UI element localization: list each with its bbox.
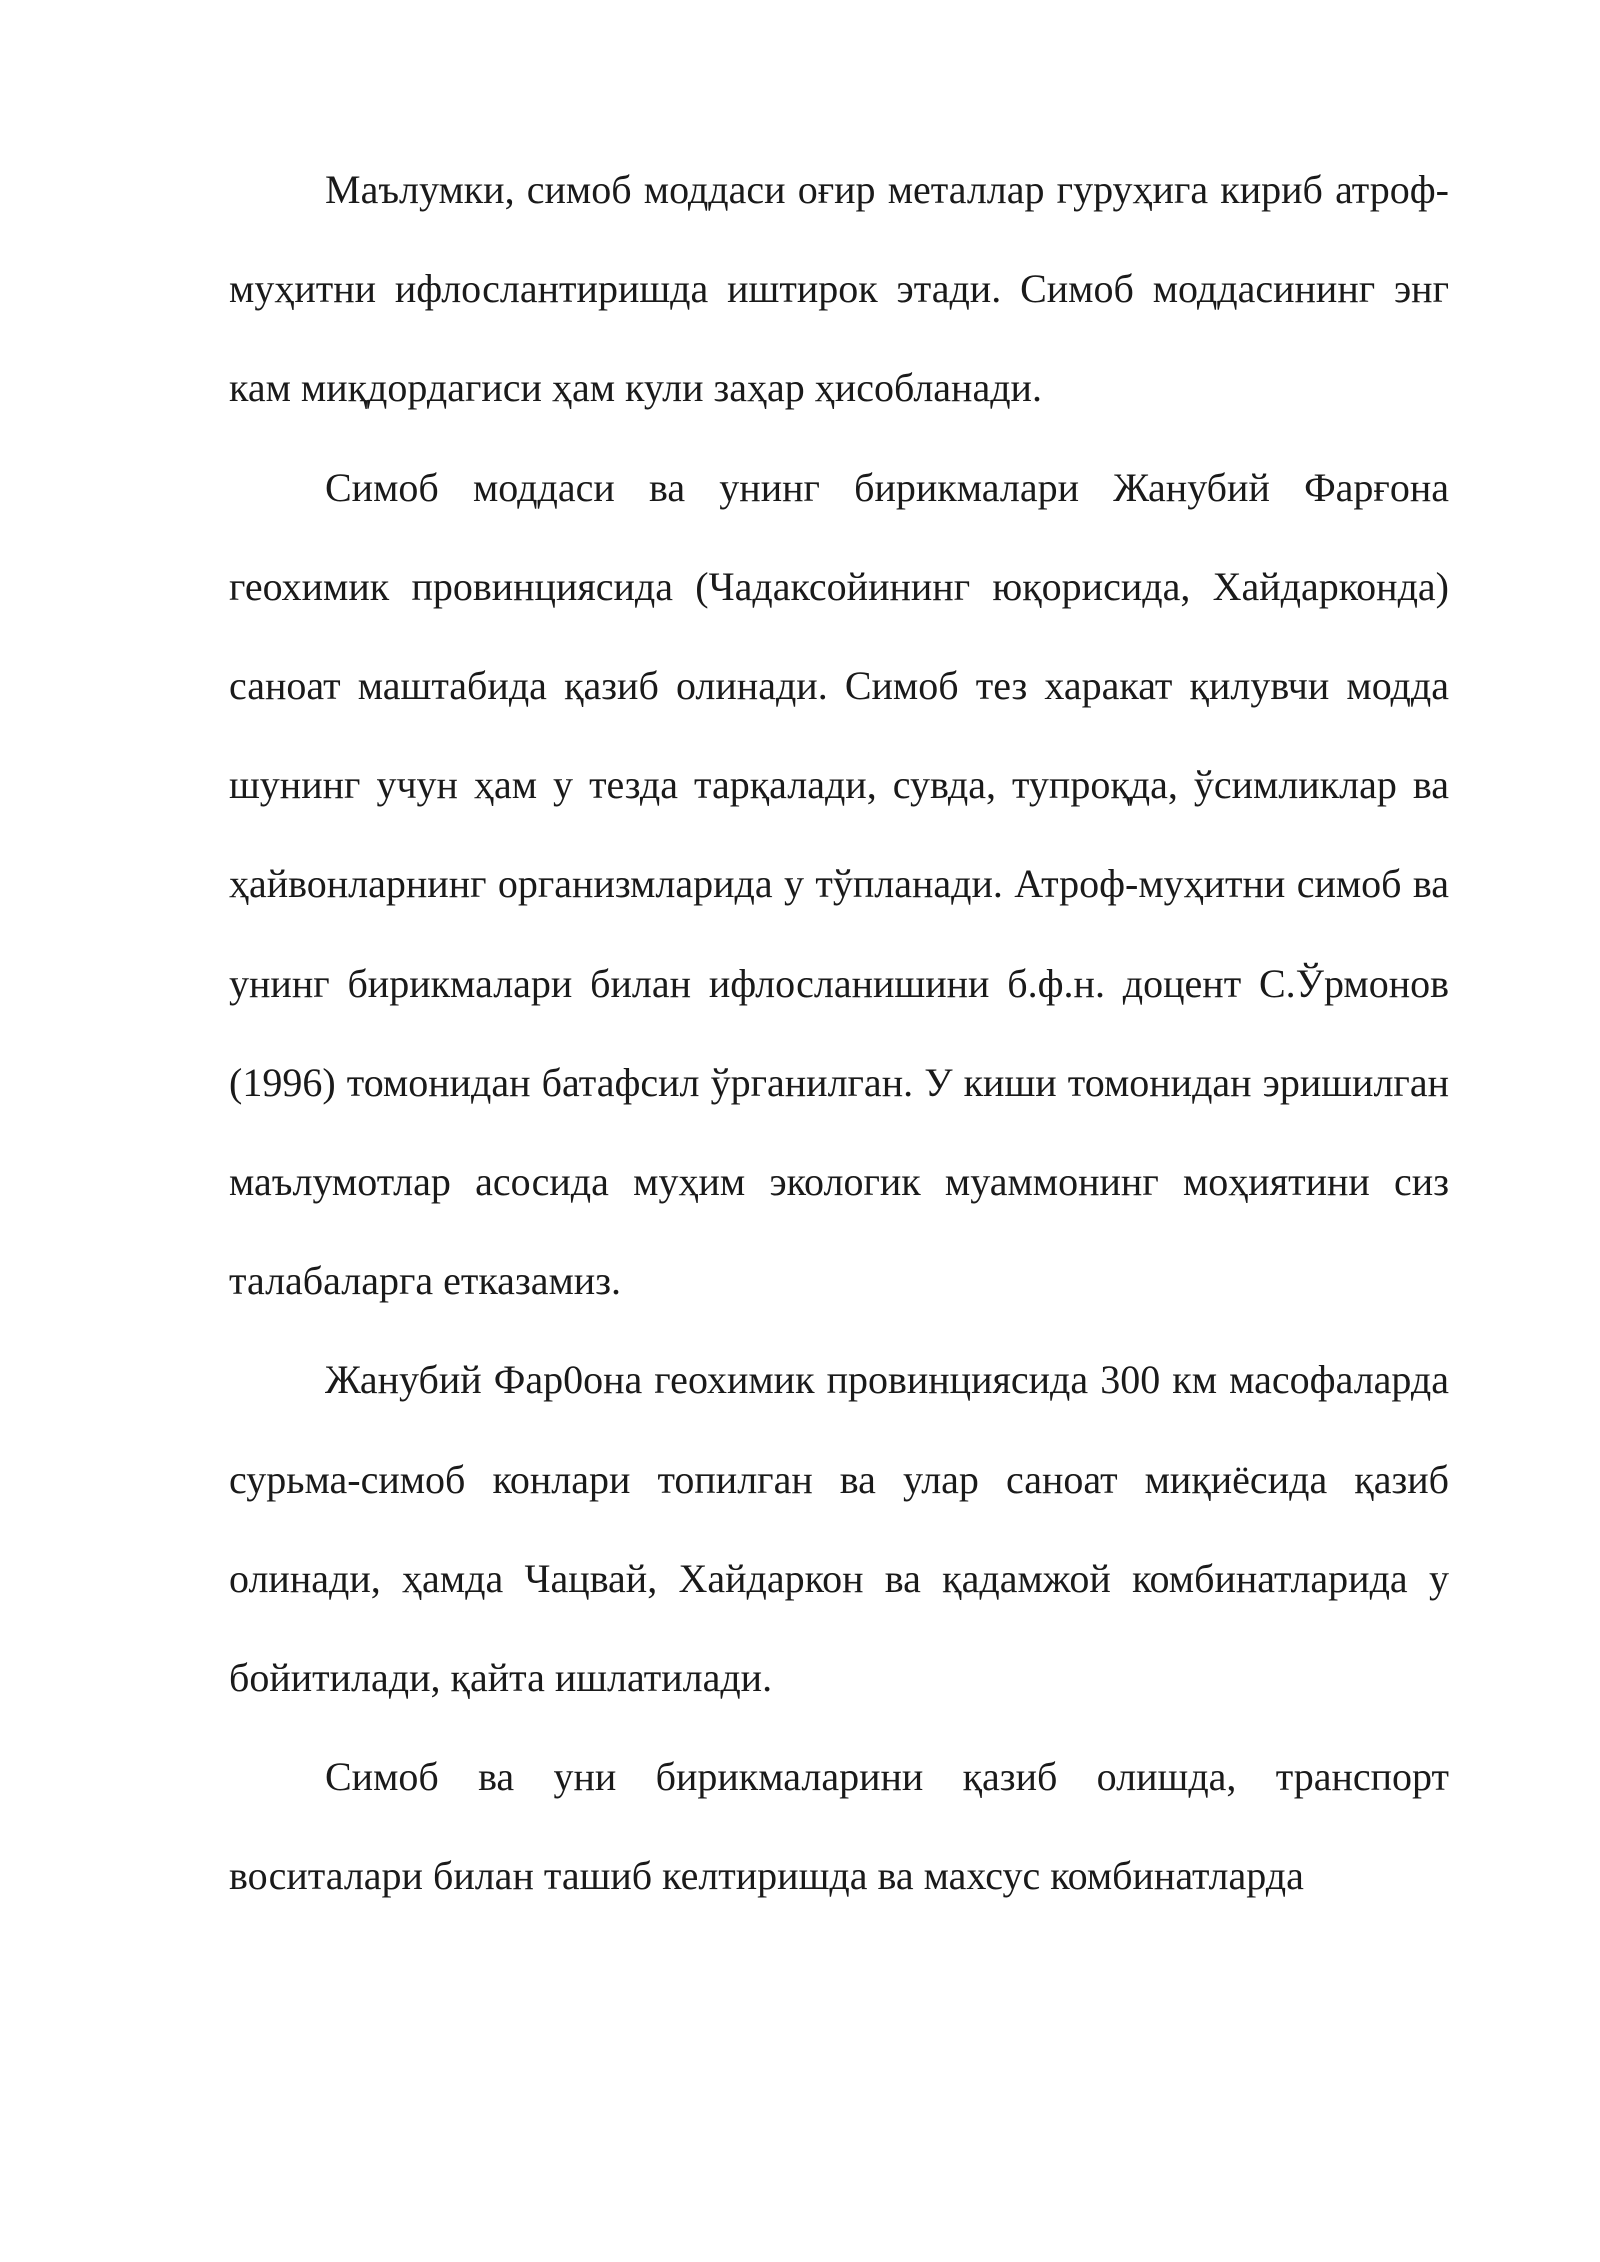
paragraph-mercury-extraction: Симоб ва уни бирикмаларини қазиб олишда, транспорт воситалари билан ташиб келтиришда ва махсус комбинатларда	[229, 1754, 1449, 1899]
paragraph-antimony-mercury-deposits: Жанубий Фар0она геохимик провинциясида 300 км масофаларда сурьма-симоб конлари топилган ва улар саноат миқиёсида қазиб олинади, ҳамда Чацвай, Хайдаркон ва қадамжой комбинатларида у бойитилади, қайта ишлатилади.	[229, 1357, 1449, 1701]
paragraph-south-fergana-mercury: Симоб моддаси ва унинг бирикмалари Жанубий Фарғона геохимик провинциясида (Чадаксойининг юқорисида, Хайдарконда) саноат маштабида қазиб олинади. Симоб тез харакат қилувчи модда шунинг учун ҳам у тезда тарқалади, сувда, тупроқда, ўсимликлар ва ҳайвонларнинг организмларида у тўпланади. Атроф-муҳитни симоб ва унинг бирикмалари билан ифлосланишини б.ф.н. доцент С.Ўрмонов (1996) томонидан батафсил ўрганилган. У киши томонидан эришилган маълумотлар асосида муҳим экологик муаммонинг моҳиятини сиз талабаларга етказамиз.	[229, 464, 1449, 1304]
document-body	[229, 140, 1449, 1926]
paragraph-mercury-heavy-metal: Маълумки, симоб моддаси оғир металлар гуруҳига кириб атроф-муҳитни ифлослантиришда иштирок этади. Симоб моддасининг энг кам миқдордагиси ҳам кули заҳар ҳисобланади.	[229, 167, 1449, 411]
